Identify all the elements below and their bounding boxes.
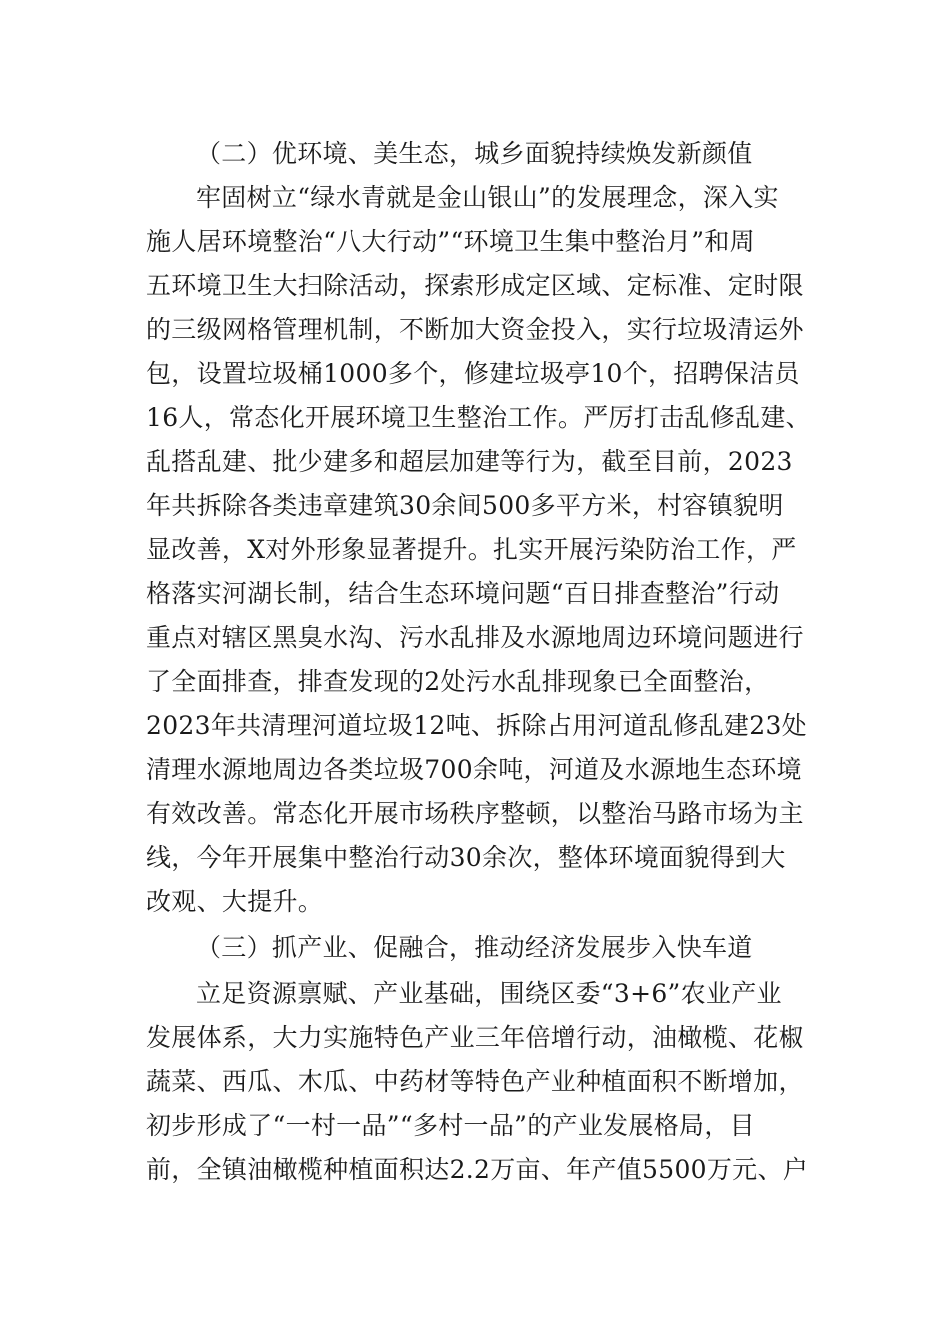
paragraph-line: 格落实河湖长制，结合生态环境问题“百日排查整治”行动 [146,579,780,608]
paragraph-line: 包，设置垃圾桶1000多个，修建垃圾亭10个，招聘保洁员 [146,359,800,388]
paragraph-line: 五环境卫生大扫除活动，探索形成定区域、定标准、定时限 [146,271,804,300]
paragraph-line: 蔬菜、西瓜、木瓜、中药材等特色产业种植面积不断增加， [146,1067,804,1096]
paragraph-line: 立足资源禀赋、产业基础，围绕区委“3+6”农业产业 [196,979,782,1008]
paragraph-line: 清理水源地周边各类垃圾700余吨，河道及水源地生态环境 [146,755,802,784]
paragraph-line: 牢固树立“绿水青就是金山银山”的发展理念，深入实 [196,183,779,212]
paragraph-line: 了全面排查，排查发现的2处污水乱排现象已全面整治， [146,667,770,696]
paragraph-line: 乱搭乱建、批少建多和超层加建等行为，截至目前，2023 [146,447,793,476]
paragraph-line: 的三级网格管理机制，不断加大资金投入，实行垃圾清运外 [146,315,804,344]
paragraph-line: 线，今年开展集中整治行动30余次，整体环境面貌得到大 [146,843,786,872]
paragraph-line: 16人，常态化开展环境卫生整治工作。严厉打击乱修乱建、 [146,403,811,432]
paragraph-line: 发展体系，大力实施特色产业三年倍增行动，油橄榄、花椒 [146,1023,804,1052]
paragraph-line: 初步形成了“一村一品”“多村一品”的产业发展格局，目 [146,1111,755,1140]
paragraph-line: 年共拆除各类违章建筑30余间500多平方米，村容镇貌明 [146,491,784,520]
paragraph-line: 施人居环境整治“八大行动”“环境卫生集中整治月”和周 [146,227,755,256]
section-heading-two: （二）优环境、美生态，城乡面貌持续焕发新颜值 [196,139,753,168]
paragraph-line: 有效改善。常态化开展市场秩序整顿，以整治马路市场为主 [146,799,804,828]
paragraph-line: 重点对辖区黑臭水沟、污水乱排及水源地周边环境问题进行 [146,623,804,652]
paragraph-line: 前，全镇油橄榄种植面积达2.2万亩、年产值5500万元、户 [146,1155,809,1184]
paragraph-line: 2023年共清理河道垃圾12吨、拆除占用河道乱修乱建23处 [146,711,807,740]
section-heading-three: （三）抓产业、促融合，推动经济发展步入快车道 [196,933,753,962]
paragraph-line: 改观、大提升。 [146,887,324,916]
paragraph-line: 显改善，X对外形象显著提升。扎实开展污染防治工作，严 [146,535,797,564]
